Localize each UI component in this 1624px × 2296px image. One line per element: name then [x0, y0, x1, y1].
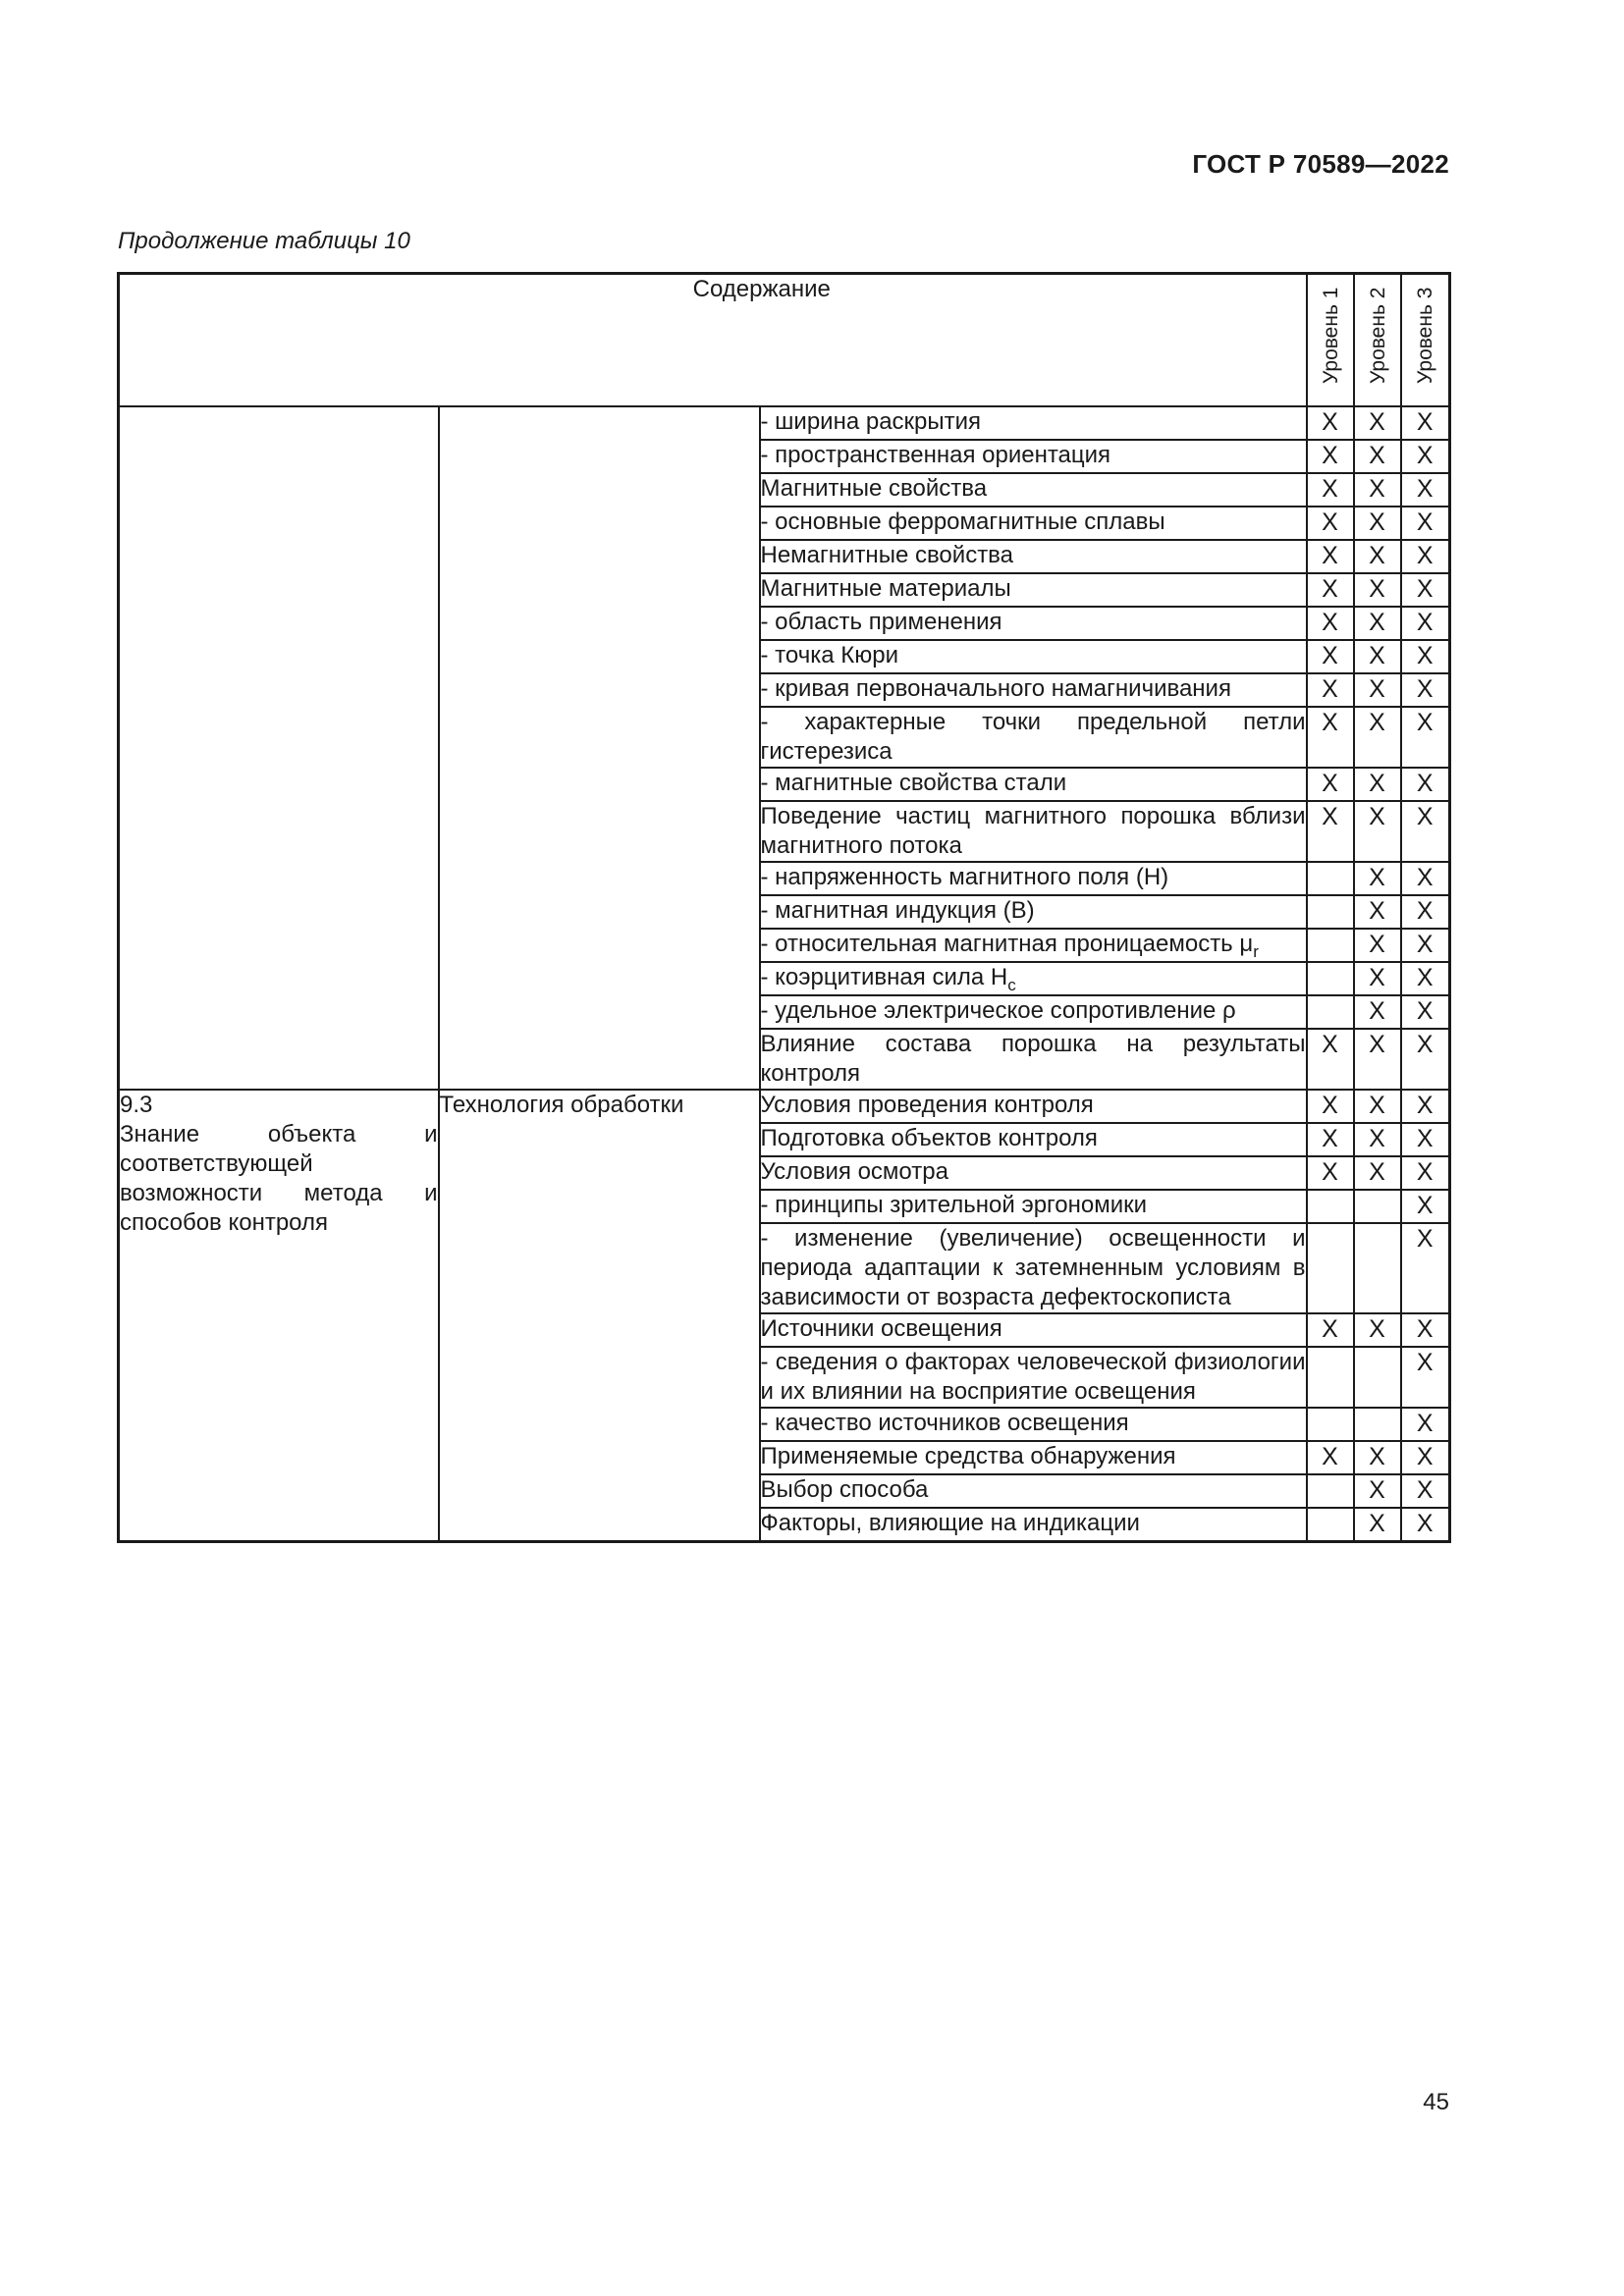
content-cell: [760, 1190, 1307, 1223]
level-2-mark: X: [1354, 1474, 1401, 1508]
content-cell: [760, 1408, 1307, 1441]
document-code: ГОСТ Р 70589—2022: [1192, 149, 1449, 179]
content-cell: [760, 1508, 1307, 1542]
level-3-mark: X: [1401, 962, 1450, 995]
level-2-mark: X: [1354, 1029, 1401, 1090]
level-2-mark: X: [1354, 995, 1401, 1029]
level-3-mark: X: [1401, 1190, 1450, 1223]
level-1-mark: [1307, 1474, 1354, 1508]
level-1-mark: X: [1307, 768, 1354, 801]
level-2-mark: X: [1354, 895, 1401, 929]
level-2-mark: X: [1354, 473, 1401, 507]
level-2-mark: [1354, 1408, 1401, 1441]
level-3-mark: X: [1401, 1408, 1450, 1441]
content-text: - магнитная индукция (B): [760, 897, 1035, 924]
level-1-mark: [1307, 929, 1354, 962]
content-subscript: c: [1007, 976, 1016, 994]
level-2-mark: [1354, 1223, 1401, 1313]
level-2-mark: X: [1354, 1313, 1401, 1347]
level-2-mark: X: [1354, 862, 1401, 895]
level-1-mark: [1307, 862, 1354, 895]
level-2-mark: X: [1354, 1090, 1401, 1123]
level-1-mark: X: [1307, 440, 1354, 473]
level-2-mark: X: [1354, 1441, 1401, 1474]
content-text: - удельное электрическое сопротивление ρ: [760, 997, 1236, 1024]
content-text: Подготовка объектов контроля: [760, 1125, 1098, 1151]
content-text: - качество источников освещения: [760, 1410, 1129, 1436]
level-1-mark: X: [1307, 540, 1354, 573]
content-cell: [760, 573, 1307, 607]
content-text: Выбор способа: [760, 1476, 929, 1503]
level-3-mark: X: [1401, 895, 1450, 929]
topic-cell: [119, 406, 439, 1090]
table-header-row: [119, 274, 1450, 407]
content-cell: [760, 473, 1307, 507]
level-3-mark: X: [1401, 1156, 1450, 1190]
content-text: - кривая первоначального намагничивания: [760, 675, 1231, 702]
level-1-mark: [1307, 895, 1354, 929]
content-cell: [760, 1474, 1307, 1508]
level-3-mark: X: [1401, 1090, 1450, 1123]
level-2-mark: X: [1354, 1508, 1401, 1542]
content-text: - область применения: [760, 609, 1002, 635]
content-text: - изменение (увеличение) освещенности и периода адаптации к затемненным условиям в зависимости от возраста дефектоскописта: [760, 1225, 1306, 1310]
content-cell: [760, 801, 1307, 862]
content-text: Магнитные свойства: [760, 475, 988, 502]
content-text: Источники освещения: [760, 1315, 1002, 1342]
level-1-mark: X: [1307, 573, 1354, 607]
level-3-mark: X: [1401, 573, 1450, 607]
level-1-mark: X: [1307, 1313, 1354, 1347]
header-level-2: Уровень 2: [1354, 274, 1401, 407]
content-text: - основные ферромагнитные сплавы: [760, 508, 1165, 535]
level-2-mark: X: [1354, 406, 1401, 440]
content-cell: [760, 1029, 1307, 1090]
subtopic-cell: [439, 406, 760, 1090]
level-3-mark: X: [1401, 1223, 1450, 1313]
level-3-mark: X: [1401, 406, 1450, 440]
subtopic-cell: Технология обработки: [439, 1090, 760, 1542]
level-2-mark: X: [1354, 1123, 1401, 1156]
level-3-mark: X: [1401, 673, 1450, 707]
competency-table: [117, 272, 1451, 1543]
level-1-mark: X: [1307, 473, 1354, 507]
content-text: - пространственная ориентация: [760, 442, 1111, 468]
content-text: - магнитные свойства стали: [760, 770, 1067, 796]
content-text: Условия проведения контроля: [760, 1092, 1094, 1118]
content-text: Факторы, влияющие на индикации: [760, 1510, 1140, 1536]
level-2-mark: X: [1354, 440, 1401, 473]
topic-number: 9.3: [120, 1092, 153, 1118]
content-text: - характерные точки предельной петли гистерезиса: [760, 709, 1306, 765]
level-1-mark: X: [1307, 1029, 1354, 1090]
level-1-mark: [1307, 1347, 1354, 1408]
content-text: - сведения о факторах человеческой физиологии и их влиянии на восприятие освещения: [760, 1349, 1306, 1405]
level-3-mark: X: [1401, 862, 1450, 895]
level-1-mark: [1307, 1190, 1354, 1223]
table-caption: Продолжение таблицы 10: [118, 228, 410, 254]
level-3-mark: X: [1401, 1474, 1450, 1508]
level-1-mark: X: [1307, 640, 1354, 673]
content-text: - относительная магнитная проницаемость μ: [760, 931, 1254, 957]
content-cell: [760, 862, 1307, 895]
level-2-mark: X: [1354, 1156, 1401, 1190]
level-1-mark: X: [1307, 607, 1354, 640]
content-cell: [760, 1123, 1307, 1156]
level-1-mark: X: [1307, 707, 1354, 768]
level-1-mark: [1307, 995, 1354, 1029]
level-3-mark: X: [1401, 1123, 1450, 1156]
level-1-mark: X: [1307, 801, 1354, 862]
content-cell: [760, 962, 1307, 995]
level-2-mark: X: [1354, 768, 1401, 801]
level-3-mark: X: [1401, 507, 1450, 540]
level-3-mark: X: [1401, 1508, 1450, 1542]
content-cell: [760, 1090, 1307, 1123]
level-3-mark: X: [1401, 540, 1450, 573]
level-1-mark: X: [1307, 1123, 1354, 1156]
level-2-mark: X: [1354, 607, 1401, 640]
level-3-mark: X: [1401, 929, 1450, 962]
level-3-mark: X: [1401, 1441, 1450, 1474]
level-2-mark: X: [1354, 507, 1401, 540]
content-cell: [760, 1347, 1307, 1408]
level-3-mark: X: [1401, 440, 1450, 473]
level-1-mark: X: [1307, 1090, 1354, 1123]
content-cell: [760, 540, 1307, 573]
page-number: 45: [1423, 2089, 1449, 2115]
level-2-mark: X: [1354, 540, 1401, 573]
level-2-mark: X: [1354, 707, 1401, 768]
level-1-mark: X: [1307, 1441, 1354, 1474]
content-text: Немагнитные свойства: [760, 542, 1014, 568]
header-level-1: Уровень 1: [1307, 274, 1354, 407]
level-3-mark: X: [1401, 640, 1450, 673]
level-2-mark: X: [1354, 962, 1401, 995]
content-cell: [760, 1156, 1307, 1190]
level-1-mark: X: [1307, 406, 1354, 440]
content-cell: [760, 1223, 1307, 1313]
content-text: - ширина раскрытия: [760, 408, 982, 435]
level-1-mark: X: [1307, 507, 1354, 540]
content-text: - напряженность магнитного поля (H): [760, 864, 1169, 890]
content-text: - коэрцитивная сила H: [760, 964, 1008, 990]
level-2-mark: X: [1354, 573, 1401, 607]
content-cell: [760, 607, 1307, 640]
topic-text: Знание объекта и соответствующей возможности метода и способов контроля: [120, 1121, 438, 1236]
content-subscript: r: [1253, 942, 1259, 961]
header-content: Содержание: [119, 274, 1307, 407]
level-2-mark: X: [1354, 673, 1401, 707]
content-cell: [760, 1441, 1307, 1474]
content-cell: [760, 1313, 1307, 1347]
level-3-mark: X: [1401, 995, 1450, 1029]
content-cell: [760, 995, 1307, 1029]
level-1-mark: [1307, 962, 1354, 995]
level-3-mark: X: [1401, 473, 1450, 507]
content-text: Магнитные материалы: [760, 575, 1011, 602]
content-text: Влияние состава порошка на результаты контроля: [760, 1031, 1306, 1087]
level-2-mark: [1354, 1190, 1401, 1223]
level-1-mark: X: [1307, 673, 1354, 707]
content-cell: [760, 768, 1307, 801]
level-2-mark: X: [1354, 801, 1401, 862]
content-cell: [760, 895, 1307, 929]
header-level-3: Уровень 3: [1401, 274, 1450, 407]
level-1-mark: [1307, 1508, 1354, 1542]
level-2-mark: [1354, 1347, 1401, 1408]
level-3-mark: X: [1401, 1029, 1450, 1090]
content-cell: [760, 406, 1307, 440]
level-1-mark: [1307, 1223, 1354, 1313]
level-2-mark: X: [1354, 640, 1401, 673]
content-text: Поведение частиц магнитного порошка вблизи магнитного потока: [760, 803, 1306, 859]
level-1-mark: [1307, 1408, 1354, 1441]
content-cell: [760, 507, 1307, 540]
level-2-mark: X: [1354, 929, 1401, 962]
level-3-mark: X: [1401, 707, 1450, 768]
level-3-mark: X: [1401, 1347, 1450, 1408]
content-cell: [760, 707, 1307, 768]
level-3-mark: X: [1401, 607, 1450, 640]
content-text: Условия осмотра: [760, 1158, 948, 1185]
level-3-mark: X: [1401, 801, 1450, 862]
content-cell: [760, 640, 1307, 673]
content-text: - точка Кюри: [760, 642, 898, 668]
level-3-mark: X: [1401, 768, 1450, 801]
level-1-mark: X: [1307, 1156, 1354, 1190]
content-cell: [760, 929, 1307, 962]
table-row: [119, 406, 1450, 440]
table-row: [119, 1090, 1450, 1123]
content-text: - принципы зрительной эргономики: [760, 1192, 1148, 1218]
content-cell: [760, 673, 1307, 707]
level-3-mark: X: [1401, 1313, 1450, 1347]
content-cell: [760, 440, 1307, 473]
content-text: Применяемые средства обнаружения: [760, 1443, 1176, 1469]
topic-cell: [119, 1090, 439, 1542]
